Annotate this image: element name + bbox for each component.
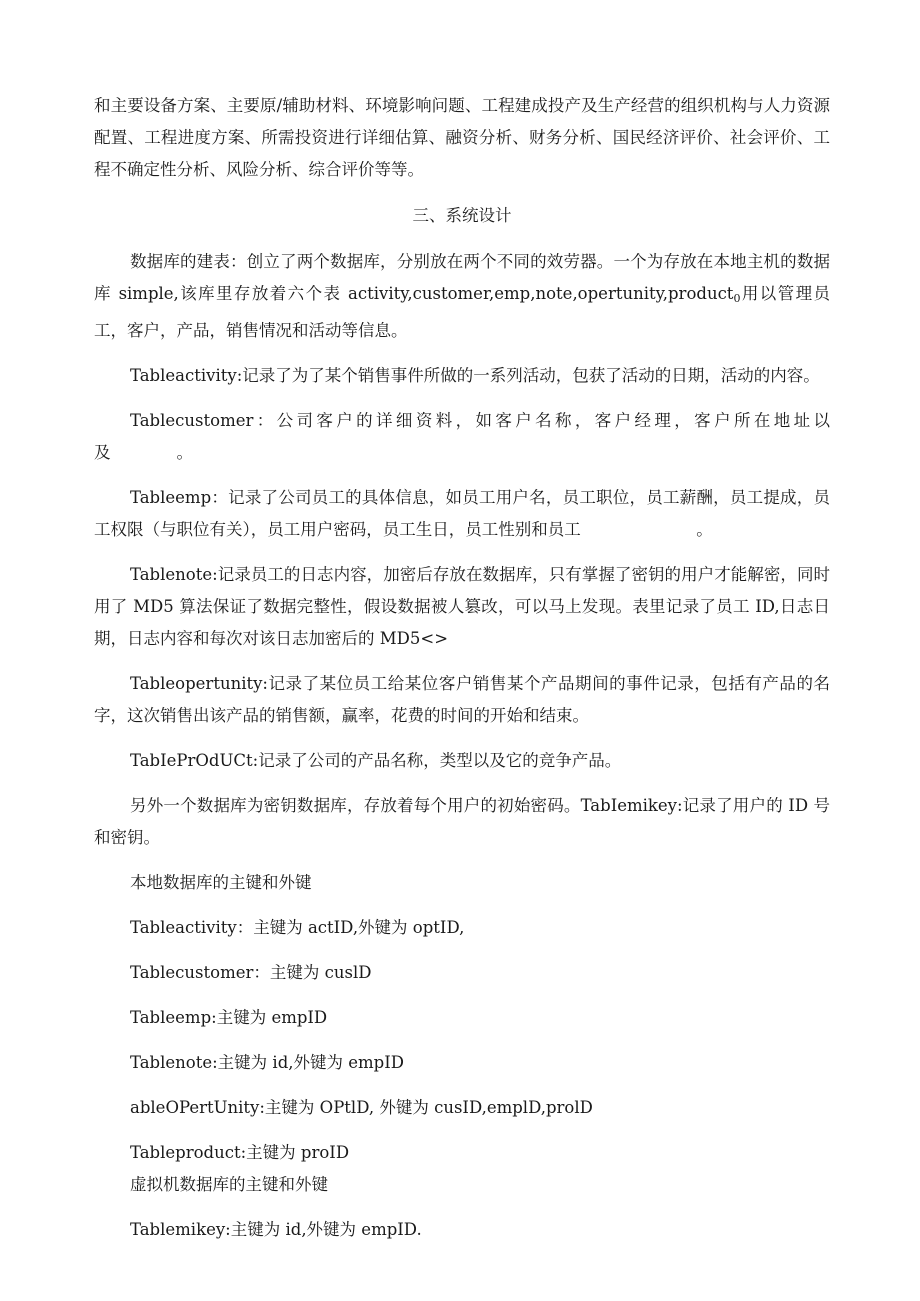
paragraph-table-customer: Tablecustomer：公司客户的详细资料，如客户名称，客户经理，客户所在地址以及 。 [94,411,830,462]
paragraph-table-creation-part-b: 用以管理员工，客户，产品，销售情况和活动等信息。 [94,284,830,340]
paragraph-table-emp: Tableemp：记录了公司员工的具体信息，如员工用户名，员工职位，员工薪酬，员工提成，员工权限（与职位有关），员工用户密码，员工生日，员工性别和员工 。 [94,488,830,539]
paragraph-table-activity: Tableactivity:记录了为了某个销售事件所做的一系列活动，包获了活动的日期，活动的内容。 [130,366,820,385]
paragraph-table-note: Tablenote:记录员工的日志内容，加密后存放在数据库，只有掌握了密钥的用户才能解密，同时用了 MD5 算法保证了数据完整性，假设数据被人篡改，可以马上发现。表里记录了员工 ID,日志日期，日志内容和每次对该日志加密后的 MD5<> [94,565,830,648]
paragraph-key-customer: Tablecustomer：主键为 cuslD [130,963,372,982]
paragraph-table-opertunity: Tableopertunity:记录了某位员工给某位客户销售某个产品期间的事件记录，包括有产品的名字，这次销售出该产品的销售额，赢率，花费的时间的开始和结束。 [94,674,830,725]
document-page [94,90,830,1246]
paragraph-vm-keys-heading: 虚拟机数据库的主键和外键 [130,1175,328,1194]
paragraph-local-keys-heading: 本地数据库的主键和外键 [130,873,312,892]
paragraph-key-emp: Tableemp:主键为 empID [130,1008,328,1027]
paragraph-key-note: Tablenote:主键为 id,外键为 empID [130,1053,404,1072]
paragraph-key-opertunity: ableOPertUnity:主键为 OPtlD, 外键为 cusID,emplD,prolD [130,1098,593,1117]
subscript-zero: 0 [733,292,741,305]
section-heading: 三、系统设计 [412,206,512,225]
paragraph-key-database: 另外一个数据库为密钥数据库，存放着每个用户的初始密码。TabIemikey:记录了用户的 ID 号和密钥。 [94,796,830,847]
paragraph-table-creation [94,246,830,347]
paragraph-key-activity: Tableactivity：主键为 actID,外键为 optID, [130,918,465,937]
paragraph-key-product: Tableproduct:主键为 proID [130,1143,350,1162]
paragraph-table-creation-part-a: 数据库的建表：创立了两个数据库，分别放在两个不同的效劳器。一个为存放在本地主机的数据库 simple,该库里存放着六个表 activity,customer,emp,note,opertunity,product [94,252,830,303]
paragraph-table-product: TabIePrOdUCt:记录了公司的产品名称，类型以及它的竞争产品。 [130,751,622,770]
paragraph-intro-continued: 和主要设备方案、主要原/辅助材料、环境影响问题、工程建成投产及生产经营的组织机构与人力资源配置、工程进度方案、所需投资进行详细估算、融资分析、财务分析、国民经济评价、社会评价、工程不确定性分析、风险分析、综合评价等等。 [94,96,830,179]
paragraph-key-mikey: Tablemikey:主键为 id,外键为 empID. [130,1220,422,1239]
